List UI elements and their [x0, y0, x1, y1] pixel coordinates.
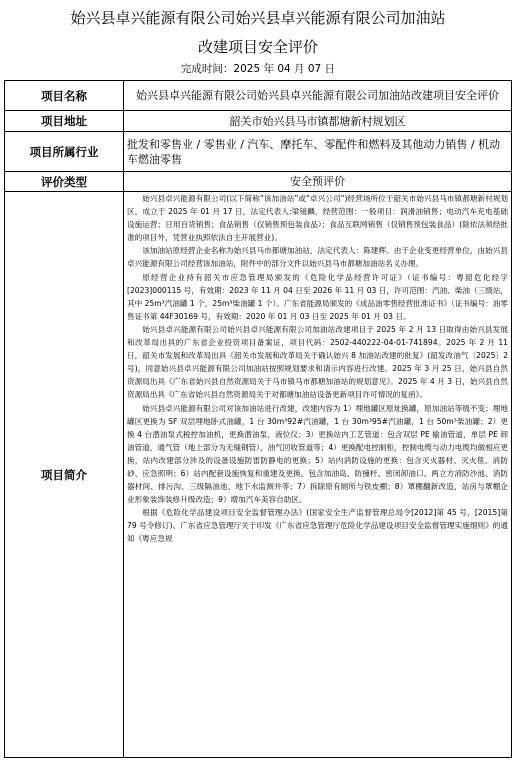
- industry-value: 批发和零售业 / 零售业 / 汽车、摩托车、零配件和燃料及其他动力销售 / 机动车燃油零售: [124, 132, 512, 172]
- project-address-label: 项目地址: [5, 111, 124, 132]
- project-info-table: [4, 80, 512, 758]
- row-summary: [5, 192, 512, 758]
- eval-type-value: 安全预评价: [124, 172, 512, 192]
- project-name-value: 始兴县卓兴能源有限公司始兴县卓兴能源有限公司加油站改建项目安全评价: [124, 81, 512, 111]
- document-title-line1: 始兴县卓兴能源有限公司始兴县卓兴能源有限公司加油站: [70, 9, 446, 27]
- summary-paragraph: 始兴县卓兴能源有限公司始兴县卓兴能源有限公司加油站改建项目于 2025 年 2 月 13 日取得由始兴县发展和改革局出具的广东省企业投资项目备案证，项目代码：2502-440222-04-01-741894。2025 年 2 月 11 日，韶关市发展和改革局出具《韶关市发展和改革局关于确认始兴 8 加油站改建的批复》(韶发改油气〔2025〕2 号)，同意始兴县卓兴能源有限公司加油站按照规划要求和请示内容进行改建。2025 年 3 月 25 日，始兴县自然资源局出具《广东省始兴县自然资源局关于马市镇马市都塘加油站的规划意见》。2025 年 4 月 3 日，始兴县自然资源局出具《广东省始兴县自然资源局关于对都塘加油站设备更新项目许可情况的复函》。: [127, 324, 508, 400]
- summary-paragraph: 始兴县卓兴能源有限公司(以下简称“该加油站”或“卓兴公司”)经营场所位于韶关市始兴县马市镇都塘新村规划区，成立于 2025 年 01 月 17 日，法定代表人:梁镜麟，经营范围：一般项目：润滑油销售；电动汽车充电基础设施运营；日用百货销售；食品销售（仅销售预包装食品）；食品互联网销售（仅销售预包装食品）(除依法须经批准的项目外，凭营业执照依法自主开展营业)。: [127, 194, 508, 243]
- eval-type-label: 评价类型: [5, 172, 124, 192]
- industry-label: 项目所属行业: [5, 132, 124, 172]
- summary-text: [127, 192, 508, 757]
- summary-paragraph: 始兴县卓兴能源有限公司对该加油站进行改建，改建内容为 1）埋地罐区原址换罐，原加油站等级不变；埋地罐区更换为 SF 双层埋地卧式油罐，1 台 30m³92#汽油罐，1 台 30m³95#汽油罐，1 台 50m³柴油罐；2）更换 4 台潜油泵式税控加油机，更换潜油泵、液位仪；3）更换站内工艺管道：包含双层 PE 输油管道，单层 PE 卸油管道，通气管（地上部分为无缝钢管），油气回收管道等；4）更换配电控制柜，控制电缆与动力电缆均做相应更换，站内改建部分涉及的设备设施防雷防静电的更换；5）站内消防设施的更换：包含灭火器材、灭火毯、消防砂、应急照明；6）站内配套设施恢复和重建及更换，包含加油岛、防撞杆、密闭卸油口、两立方消防沙池、消防器材间、排污沟、三级隔油池、地下水监测井等；7）拆除原有厕所与铁皮棚；8）罩棚翻新改造，站房与罩棚企业形象装饰装修升级改造；9）增加汽车美容自助区。: [127, 403, 508, 505]
- row-project-address: [5, 111, 512, 132]
- summary-cell: [124, 192, 512, 758]
- completion-date: 完成时间：2025 年 04 月 07 日: [180, 63, 336, 75]
- summary-label: 项目简介: [5, 192, 124, 758]
- row-eval-type: [5, 172, 512, 192]
- document-title-line2: 改建项目安全评价: [197, 38, 318, 56]
- summary-paragraph: 根据《危险化学品建设项目安全监督管理办法》(国家安全生产监督管理总局令[2012]第 45 号，[2015]第 79 号令修订)、广东省应急管理厅关于印发《广东省应急管理厅危险化学品建设项目安全监督管理实施细则》的通知《粤应急规: [127, 508, 508, 544]
- row-project-name: [5, 81, 512, 111]
- document-header: [0, 0, 516, 76]
- summary-paragraph: 该加油站原经营企业名称为始兴县马市都塘加油站，法定代表人：陈建辉。由于企业变更经营单位，由始兴县卓兴能源有限公司经营该加油站，附件中的部分文件以始兴县马市都塘加油站名义办理。: [127, 246, 508, 269]
- project-address-value: 韶关市始兴县马市镇都塘新村规划区: [124, 111, 512, 132]
- summary-paragraph: 原经营企业持有韶关市应急管理局颁发的《危险化学品经营许可证》（证书编号：粤韶危化经字[2023]000115 号，有效期：2023 年 11 月 04 日至 2026 年 11 月 03 日，许可范围：汽油、柴油（三级站，其中 25m³汽油罐 1 个，25m³柴油罐 1 个）。广东省能源局颁发的《成品油零售经营批准证书》（证书编号：油零售证书第 44F30169 号，有效期：2020 年 01 月 03 日至 2025 年 01 月 03 日。: [127, 272, 508, 321]
- row-industry: [5, 132, 512, 172]
- project-name-label: 项目名称: [5, 81, 124, 111]
